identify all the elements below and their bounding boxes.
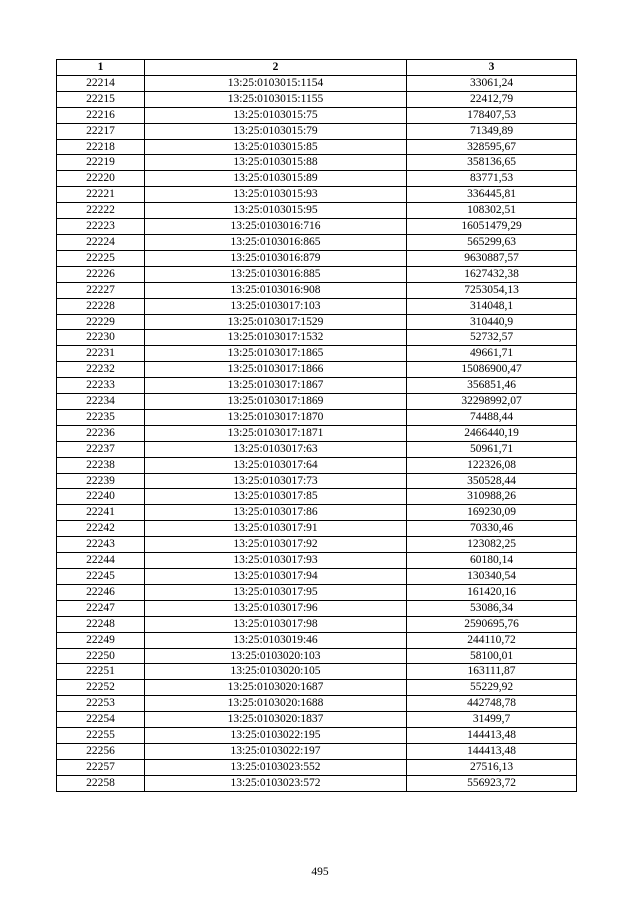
- table-row: [57, 457, 577, 473]
- table-row: [57, 394, 577, 410]
- table-row: [57, 425, 577, 441]
- row-number-cell: 22247: [57, 600, 145, 616]
- cadastral-number-cell: 13:25:0103020:1837: [145, 712, 407, 728]
- cadastral-number-cell: 13:25:0103015:95: [145, 203, 407, 219]
- cadastral-number-cell: 13:25:0103017:1866: [145, 362, 407, 378]
- table-row: [57, 553, 577, 569]
- cadastral-value-cell: 22412,79: [407, 91, 577, 107]
- table-row: [57, 266, 577, 282]
- table-row: [57, 298, 577, 314]
- cadastral-number-cell: 13:25:0103017:1532: [145, 330, 407, 346]
- table-row: [57, 712, 577, 728]
- row-number-cell: 22228: [57, 298, 145, 314]
- table-header-row: [57, 60, 577, 76]
- table-row: [57, 616, 577, 632]
- cadastral-value-cell: 358136,65: [407, 155, 577, 171]
- row-number-cell: 22240: [57, 489, 145, 505]
- table-row: [57, 600, 577, 616]
- table-row: [57, 696, 577, 712]
- table-row: [57, 91, 577, 107]
- column-header: 1: [57, 60, 145, 76]
- cadastral-value-cell: 442748,78: [407, 696, 577, 712]
- row-number-cell: 22255: [57, 728, 145, 744]
- cadastral-number-cell: 13:25:0103017:64: [145, 457, 407, 473]
- table-row: [57, 107, 577, 123]
- cadastral-value-cell: 53086,34: [407, 600, 577, 616]
- table-row: [57, 139, 577, 155]
- row-number-cell: 22242: [57, 521, 145, 537]
- cadastral-number-cell: 13:25:0103017:1865: [145, 346, 407, 362]
- cadastral-value-cell: 244110,72: [407, 632, 577, 648]
- table-row: [57, 759, 577, 775]
- cadastral-value-cell: 55229,92: [407, 680, 577, 696]
- row-number-cell: 22234: [57, 394, 145, 410]
- cadastral-value-cell: 52732,57: [407, 330, 577, 346]
- cadastral-number-cell: 13:25:0103015:75: [145, 107, 407, 123]
- cadastral-number-cell: 13:25:0103017:85: [145, 489, 407, 505]
- cadastral-value-cell: 31499,7: [407, 712, 577, 728]
- row-number-cell: 22214: [57, 75, 145, 91]
- cadastral-value-cell: 178407,53: [407, 107, 577, 123]
- table-row: [57, 362, 577, 378]
- cadastral-value-cell: 144413,48: [407, 728, 577, 744]
- row-number-cell: 22218: [57, 139, 145, 155]
- cadastral-number-cell: 13:25:0103017:1869: [145, 394, 407, 410]
- row-number-cell: 22249: [57, 632, 145, 648]
- row-number-cell: 22232: [57, 362, 145, 378]
- row-number-cell: 22245: [57, 569, 145, 585]
- table-row: [57, 171, 577, 187]
- table-row: [57, 728, 577, 744]
- cadastral-value-cell: 161420,16: [407, 584, 577, 600]
- row-number-cell: 22244: [57, 553, 145, 569]
- row-number-cell: 22258: [57, 775, 145, 791]
- cadastral-number-cell: 13:25:0103022:195: [145, 728, 407, 744]
- cadastral-value-cell: 2590695,76: [407, 616, 577, 632]
- cadastral-number-cell: 13:25:0103017:98: [145, 616, 407, 632]
- cadastral-number-cell: 13:25:0103015:88: [145, 155, 407, 171]
- row-number-cell: 22227: [57, 282, 145, 298]
- row-number-cell: 22238: [57, 457, 145, 473]
- cadastral-value-cell: 356851,46: [407, 378, 577, 394]
- cadastral-value-cell: 15086900,47: [407, 362, 577, 378]
- cadastral-value-cell: 328595,67: [407, 139, 577, 155]
- cadastral-number-cell: 13:25:0103017:63: [145, 441, 407, 457]
- cadastral-number-cell: 13:25:0103015:1155: [145, 91, 407, 107]
- cadastral-value-cell: 60180,14: [407, 553, 577, 569]
- cadastral-value-cell: 144413,48: [407, 743, 577, 759]
- cadastral-value-cell: 556923,72: [407, 775, 577, 791]
- cadastral-number-cell: 13:25:0103015:1154: [145, 75, 407, 91]
- table-row: [57, 123, 577, 139]
- table-row: [57, 187, 577, 203]
- cadastral-value-cell: 350528,44: [407, 473, 577, 489]
- table-row: [57, 584, 577, 600]
- cadastral-value-cell: 169230,09: [407, 505, 577, 521]
- table-row: [57, 219, 577, 235]
- cadastral-number-cell: 13:25:0103017:93: [145, 553, 407, 569]
- cadastral-number-cell: 13:25:0103023:572: [145, 775, 407, 791]
- row-number-cell: 22252: [57, 680, 145, 696]
- cadastral-number-cell: 13:25:0103017:1867: [145, 378, 407, 394]
- row-number-cell: 22236: [57, 425, 145, 441]
- row-number-cell: 22230: [57, 330, 145, 346]
- table-row: [57, 473, 577, 489]
- cadastral-number-cell: 13:25:0103017:1871: [145, 425, 407, 441]
- cadastral-number-cell: 13:25:0103020:1687: [145, 680, 407, 696]
- cadastral-value-cell: 9630887,57: [407, 250, 577, 266]
- cadastral-value-cell: 1627432,38: [407, 266, 577, 282]
- cadastral-number-cell: 13:25:0103017:96: [145, 600, 407, 616]
- page-number: 495: [311, 866, 329, 878]
- cadastral-value-cell: 49661,71: [407, 346, 577, 362]
- cadastral-number-cell: 13:25:0103022:197: [145, 743, 407, 759]
- cadastral-value-cell: 336445,81: [407, 187, 577, 203]
- table-row: [57, 250, 577, 266]
- row-number-cell: 22241: [57, 505, 145, 521]
- cadastral-number-cell: 13:25:0103020:105: [145, 664, 407, 680]
- table-row: [57, 75, 577, 91]
- cadastral-value-cell: 123082,25: [407, 537, 577, 553]
- table-row: [57, 409, 577, 425]
- cadastral-number-cell: 13:25:0103016:879: [145, 250, 407, 266]
- row-number-cell: 22221: [57, 187, 145, 203]
- table-row: [57, 314, 577, 330]
- row-number-cell: 22224: [57, 234, 145, 250]
- table-row: [57, 743, 577, 759]
- column-header: 2: [145, 60, 407, 76]
- row-number-cell: 22219: [57, 155, 145, 171]
- row-number-cell: 22237: [57, 441, 145, 457]
- row-number-cell: 22225: [57, 250, 145, 266]
- table-row: [57, 521, 577, 537]
- row-number-cell: 22248: [57, 616, 145, 632]
- cadastral-value-cell: 314048,1: [407, 298, 577, 314]
- row-number-cell: 22229: [57, 314, 145, 330]
- cadastral-value-cell: 27516,13: [407, 759, 577, 775]
- cadastral-value-cell: 16051479,29: [407, 219, 577, 235]
- row-number-cell: 22215: [57, 91, 145, 107]
- table-row: [57, 203, 577, 219]
- row-number-cell: 22223: [57, 219, 145, 235]
- table-row: [57, 489, 577, 505]
- cadastral-number-cell: 13:25:0103016:908: [145, 282, 407, 298]
- cadastral-number-cell: 13:25:0103017:1870: [145, 409, 407, 425]
- cadastral-number-cell: 13:25:0103019:46: [145, 632, 407, 648]
- cadastral-value-cell: 122326,08: [407, 457, 577, 473]
- cadastral-number-cell: 13:25:0103017:91: [145, 521, 407, 537]
- cadastral-value-cell: 2466440,19: [407, 425, 577, 441]
- cadastral-value-cell: 163111,87: [407, 664, 577, 680]
- table-row: [57, 282, 577, 298]
- row-number-cell: 22216: [57, 107, 145, 123]
- cadastral-value-cell: 70330,46: [407, 521, 577, 537]
- row-number-cell: 22257: [57, 759, 145, 775]
- cadastral-number-cell: 13:25:0103017:86: [145, 505, 407, 521]
- row-number-cell: 22235: [57, 409, 145, 425]
- row-number-cell: 22239: [57, 473, 145, 489]
- cadastral-value-cell: 310988,26: [407, 489, 577, 505]
- row-number-cell: 22233: [57, 378, 145, 394]
- table-row: [57, 664, 577, 680]
- table-body: [57, 75, 577, 791]
- row-number-cell: 22222: [57, 203, 145, 219]
- cadastral-number-cell: 13:25:0103017:1529: [145, 314, 407, 330]
- row-number-cell: 22246: [57, 584, 145, 600]
- table-row: [57, 234, 577, 250]
- cadastral-value-cell: 33061,24: [407, 75, 577, 91]
- cadastral-number-cell: 13:25:0103016:716: [145, 219, 407, 235]
- cadastral-number-cell: 13:25:0103016:885: [145, 266, 407, 282]
- cadastral-value-cell: 58100,01: [407, 648, 577, 664]
- row-number-cell: 22254: [57, 712, 145, 728]
- table-row: [57, 505, 577, 521]
- row-number-cell: 22256: [57, 743, 145, 759]
- cadastral-value-cell: 108302,51: [407, 203, 577, 219]
- cadastral-value-cell: 310440,9: [407, 314, 577, 330]
- row-number-cell: 22226: [57, 266, 145, 282]
- table-row: [57, 378, 577, 394]
- table-row: [57, 155, 577, 171]
- table-row: [57, 680, 577, 696]
- cadastral-value-cell: 83771,53: [407, 171, 577, 187]
- table-row: [57, 569, 577, 585]
- row-number-cell: 22250: [57, 648, 145, 664]
- cadastral-number-cell: 13:25:0103015:93: [145, 187, 407, 203]
- cadastral-number-cell: 13:25:0103016:865: [145, 234, 407, 250]
- table-row: [57, 648, 577, 664]
- row-number-cell: 22217: [57, 123, 145, 139]
- row-number-cell: 22251: [57, 664, 145, 680]
- cadastral-value-cell: 74488,44: [407, 409, 577, 425]
- cadastral-value-cell: 565299,63: [407, 234, 577, 250]
- column-header: 3: [407, 60, 577, 76]
- cadastral-value-cell: 50961,71: [407, 441, 577, 457]
- cadastral-value-cell: 71349,89: [407, 123, 577, 139]
- table-row: [57, 632, 577, 648]
- cadastral-number-cell: 13:25:0103023:552: [145, 759, 407, 775]
- table-row: [57, 775, 577, 791]
- row-number-cell: 22253: [57, 696, 145, 712]
- row-number-cell: 22231: [57, 346, 145, 362]
- cadastral-number-cell: 13:25:0103015:79: [145, 123, 407, 139]
- row-number-cell: 22243: [57, 537, 145, 553]
- cadastral-number-cell: 13:25:0103017:95: [145, 584, 407, 600]
- cadastral-number-cell: 13:25:0103015:85: [145, 139, 407, 155]
- cadastral-number-cell: 13:25:0103020:1688: [145, 696, 407, 712]
- cadastral-number-cell: 13:25:0103017:92: [145, 537, 407, 553]
- table-row: [57, 441, 577, 457]
- cadastral-number-cell: 13:25:0103017:73: [145, 473, 407, 489]
- table-row: [57, 330, 577, 346]
- cadastral-number-cell: 13:25:0103020:103: [145, 648, 407, 664]
- cadastral-number-cell: 13:25:0103015:89: [145, 171, 407, 187]
- table-row: [57, 537, 577, 553]
- cadastral-value-cell: 7253054,13: [407, 282, 577, 298]
- cadastral-number-cell: 13:25:0103017:103: [145, 298, 407, 314]
- row-number-cell: 22220: [57, 171, 145, 187]
- cadastral-number-cell: 13:25:0103017:94: [145, 569, 407, 585]
- cadastral-value-cell: 32298992,07: [407, 394, 577, 410]
- table-row: [57, 346, 577, 362]
- cadastral-value-cell: 130340,54: [407, 569, 577, 585]
- cadastral-value-table: [56, 59, 577, 792]
